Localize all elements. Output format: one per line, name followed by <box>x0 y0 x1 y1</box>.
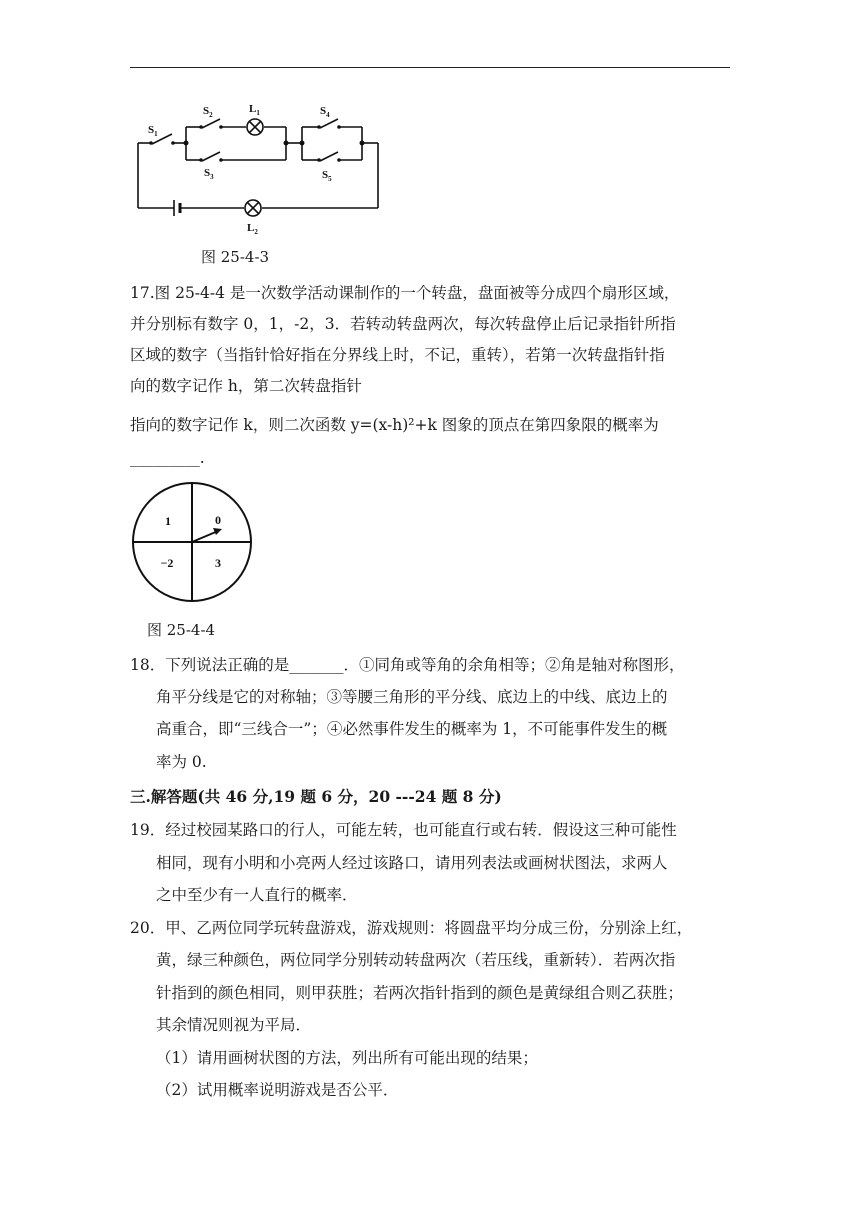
q20-line: 黄，绿三种颜色，两位同学分别转动转盘两次（若压线，重新转）．若两次指 <box>156 951 676 969</box>
q20-line: 针指到的颜色相同，则甲获胜；若两次指针指到的颜色是黄绿组合则乙获胜； <box>156 984 684 1002</box>
q18-line: 角平分线是它的对称轴；③等腰三角形的平分线、底边上的中线、底边上的 <box>156 688 668 706</box>
figure-caption-25-4-3: 图 25-4-3 <box>201 248 270 266</box>
q19-line: 之中至少有一人直行的概率． <box>156 886 358 904</box>
header-rule <box>130 67 730 68</box>
q17-line: 区域的数字（当指针恰好指在分界线上时，不记，重转），若第一次转盘指针指 <box>130 346 665 364</box>
spinner-diagram <box>130 480 254 604</box>
sector-label: 1 <box>165 514 171 528</box>
q17-line: 17.图 25-4-4 是一次数学活动课制作的一个转盘，盘面被等分成四个扇形区域， <box>130 284 680 302</box>
q17-answer-blank: _________. <box>130 449 205 467</box>
circuit-diagram <box>128 98 388 238</box>
sector-label: 3 <box>215 556 221 570</box>
q18-line: 率为 0. <box>156 753 207 771</box>
sector-label: 0 <box>215 513 221 527</box>
svg-text:S1: $S_1$ <box>148 124 158 138</box>
q18-line: 高重合，即“三线合一”；④必然事件发生的概率为 1，不可能事件发生的概 <box>156 720 668 738</box>
q20-line: 其余情况则视为平局． <box>156 1016 312 1034</box>
figure-caption-25-4-4: 图 25-4-4 <box>147 621 216 639</box>
svg-text:S2: $S_2$ <box>203 105 213 119</box>
q17-line: 指向的数字记作 k，则二次函数 y=(x-h)²+k 图象的顶点在第四象限的概率为 <box>130 416 659 434</box>
q17-line: 向的数字记作 h，第二次转盘指针 <box>130 377 362 395</box>
sector-label: −2 <box>160 556 174 570</box>
q17-line: 并分别标有数字 0，1，-2，3．若转动转盘两次，每次转盘停止后记录指针所指 <box>130 315 676 333</box>
section-heading: 三.解答题(共 46 分,19 题 6 分，20 ---24 题 8 分) <box>130 787 502 806</box>
svg-text:S4: $S_4$ <box>320 105 330 119</box>
q20-subquestion-1: （1）请用画树状图的方法，列出所有可能出现的结果； <box>156 1049 538 1067</box>
label-s1: S <box>148 124 155 136</box>
svg-text:L2: $L_2$ <box>247 222 258 236</box>
svg-text:S3: $S_3$ <box>204 167 214 181</box>
q20-line: 20．甲、乙两位同学玩转盘游戏，游戏规则：将圆盘平均分成三份，分别涂上红， <box>130 919 693 937</box>
q18-line: 18．下列说法正确的是_______．①同角或等角的余角相等；②角是轴对称图形， <box>130 656 685 674</box>
q20-subquestion-2: （2）试用概率说明游戏是否公平． <box>156 1081 399 1099</box>
q19-line: 19．经过校园某路口的行人，可能左转，也可能直行或右转．假设这三种可能性 <box>130 821 677 839</box>
q19-line: 相同，现有小明和小亮两人经过该路口，请用列表法或画树状图法，求两人 <box>156 854 668 872</box>
svg-text:L1: $L_1$ <box>249 103 260 117</box>
svg-text:S5: $S_5$ <box>322 169 332 183</box>
